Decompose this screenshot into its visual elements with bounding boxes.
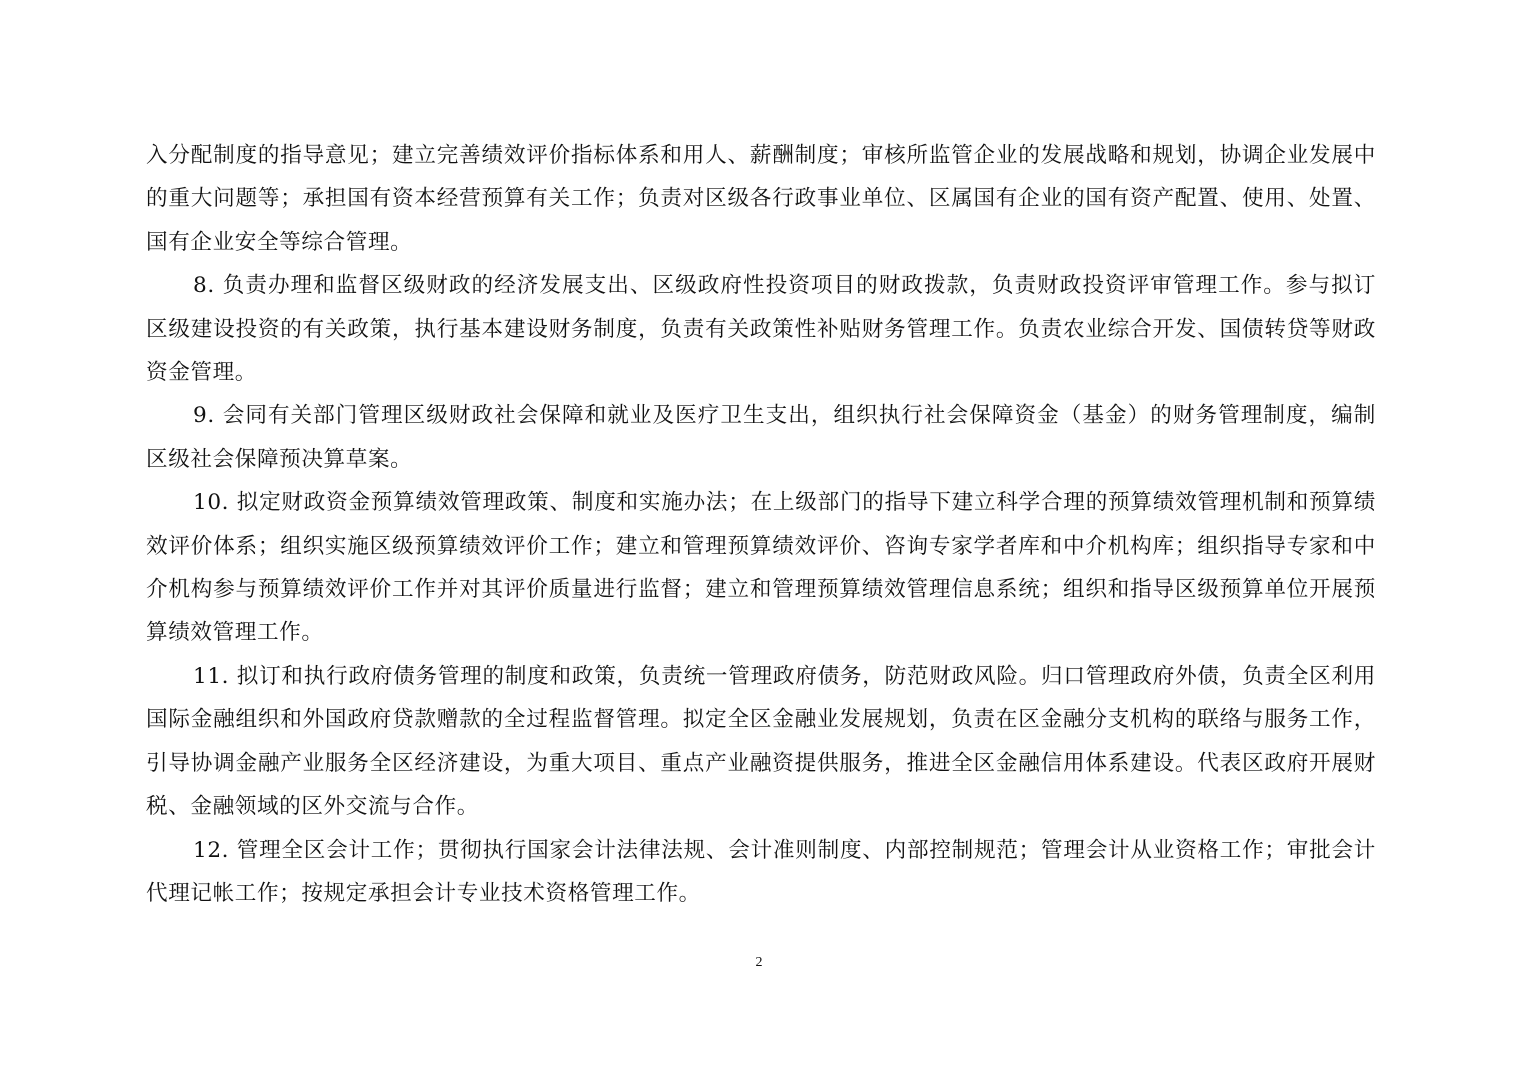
document-body (146, 134, 1376, 915)
paragraph-item-9: 9. 会同有关部门管理区级财政社会保障和就业及医疗卫生支出，组织执行社会保障资金（基金）的财务管理制度，编制区级社会保障预决算草案。 (146, 403, 1376, 472)
paragraph-item-12: 12. 管理全区会计工作；贯彻执行国家会计法律法规、会计准则制度、内部控制规范；管理会计从业资格工作；审批会计代理记帐工作；按规定承担会计专业技术资格管理工作。 (146, 837, 1376, 906)
paragraph-item-8: 8. 负责办理和监督区级财政的经济发展支出、区级政府性投资项目的财政拨款，负责财政投资评审管理工作。参与拟订区级建设投资的有关政策，执行基本建设财务制度，负责有关政策性补贴财务管理工作。负责农业综合开发、国债转贷等财政资金管理。 (146, 273, 1376, 386)
paragraph-item-11: 11. 拟订和执行政府债务管理的制度和政策，负责统一管理政府债务，防范财政风险。归口管理政府外债，负责全区利用国际金融组织和外国政府贷款赠款的全过程监督管理。拟定全区金融业发展规划，负责在区金融分支机构的联络与服务工作，引导协调金融产业服务全区经济建设，为重大项目、重点产业融资提供服务，推进全区金融信用体系建设。代表区政府开展财税、金融领域的区外交流与合作。 (146, 663, 1376, 820)
page-number: 2 (755, 955, 763, 970)
paragraph-continued: 入分配制度的指导意见；建立完善绩效评价指标体系和用人、薪酬制度；审核所监管企业的发展战略和规划，协调企业发展中的重大问题等；承担国有资本经营预算有关工作；负责对区级各行政事业单位、区属国有企业的国有资产配置、使用、处置、国有企业安全等综合管理。 (146, 143, 1376, 255)
paragraph-item-10: 10. 拟定财政资金预算绩效管理政策、制度和实施办法；在上级部门的指导下建立科学合理的预算绩效管理机制和预算绩效评价体系；组织实施区级预算绩效评价工作；建立和管理预算绩效评价、咨询专家学者库和中介机构库；组织指导专家和中介机构参与预算绩效评价工作并对其评价质量进行监督；建立和管理预算绩效管理信息系统；组织和指导区级预算单位开展预算绩效管理工作。 (146, 490, 1376, 646)
